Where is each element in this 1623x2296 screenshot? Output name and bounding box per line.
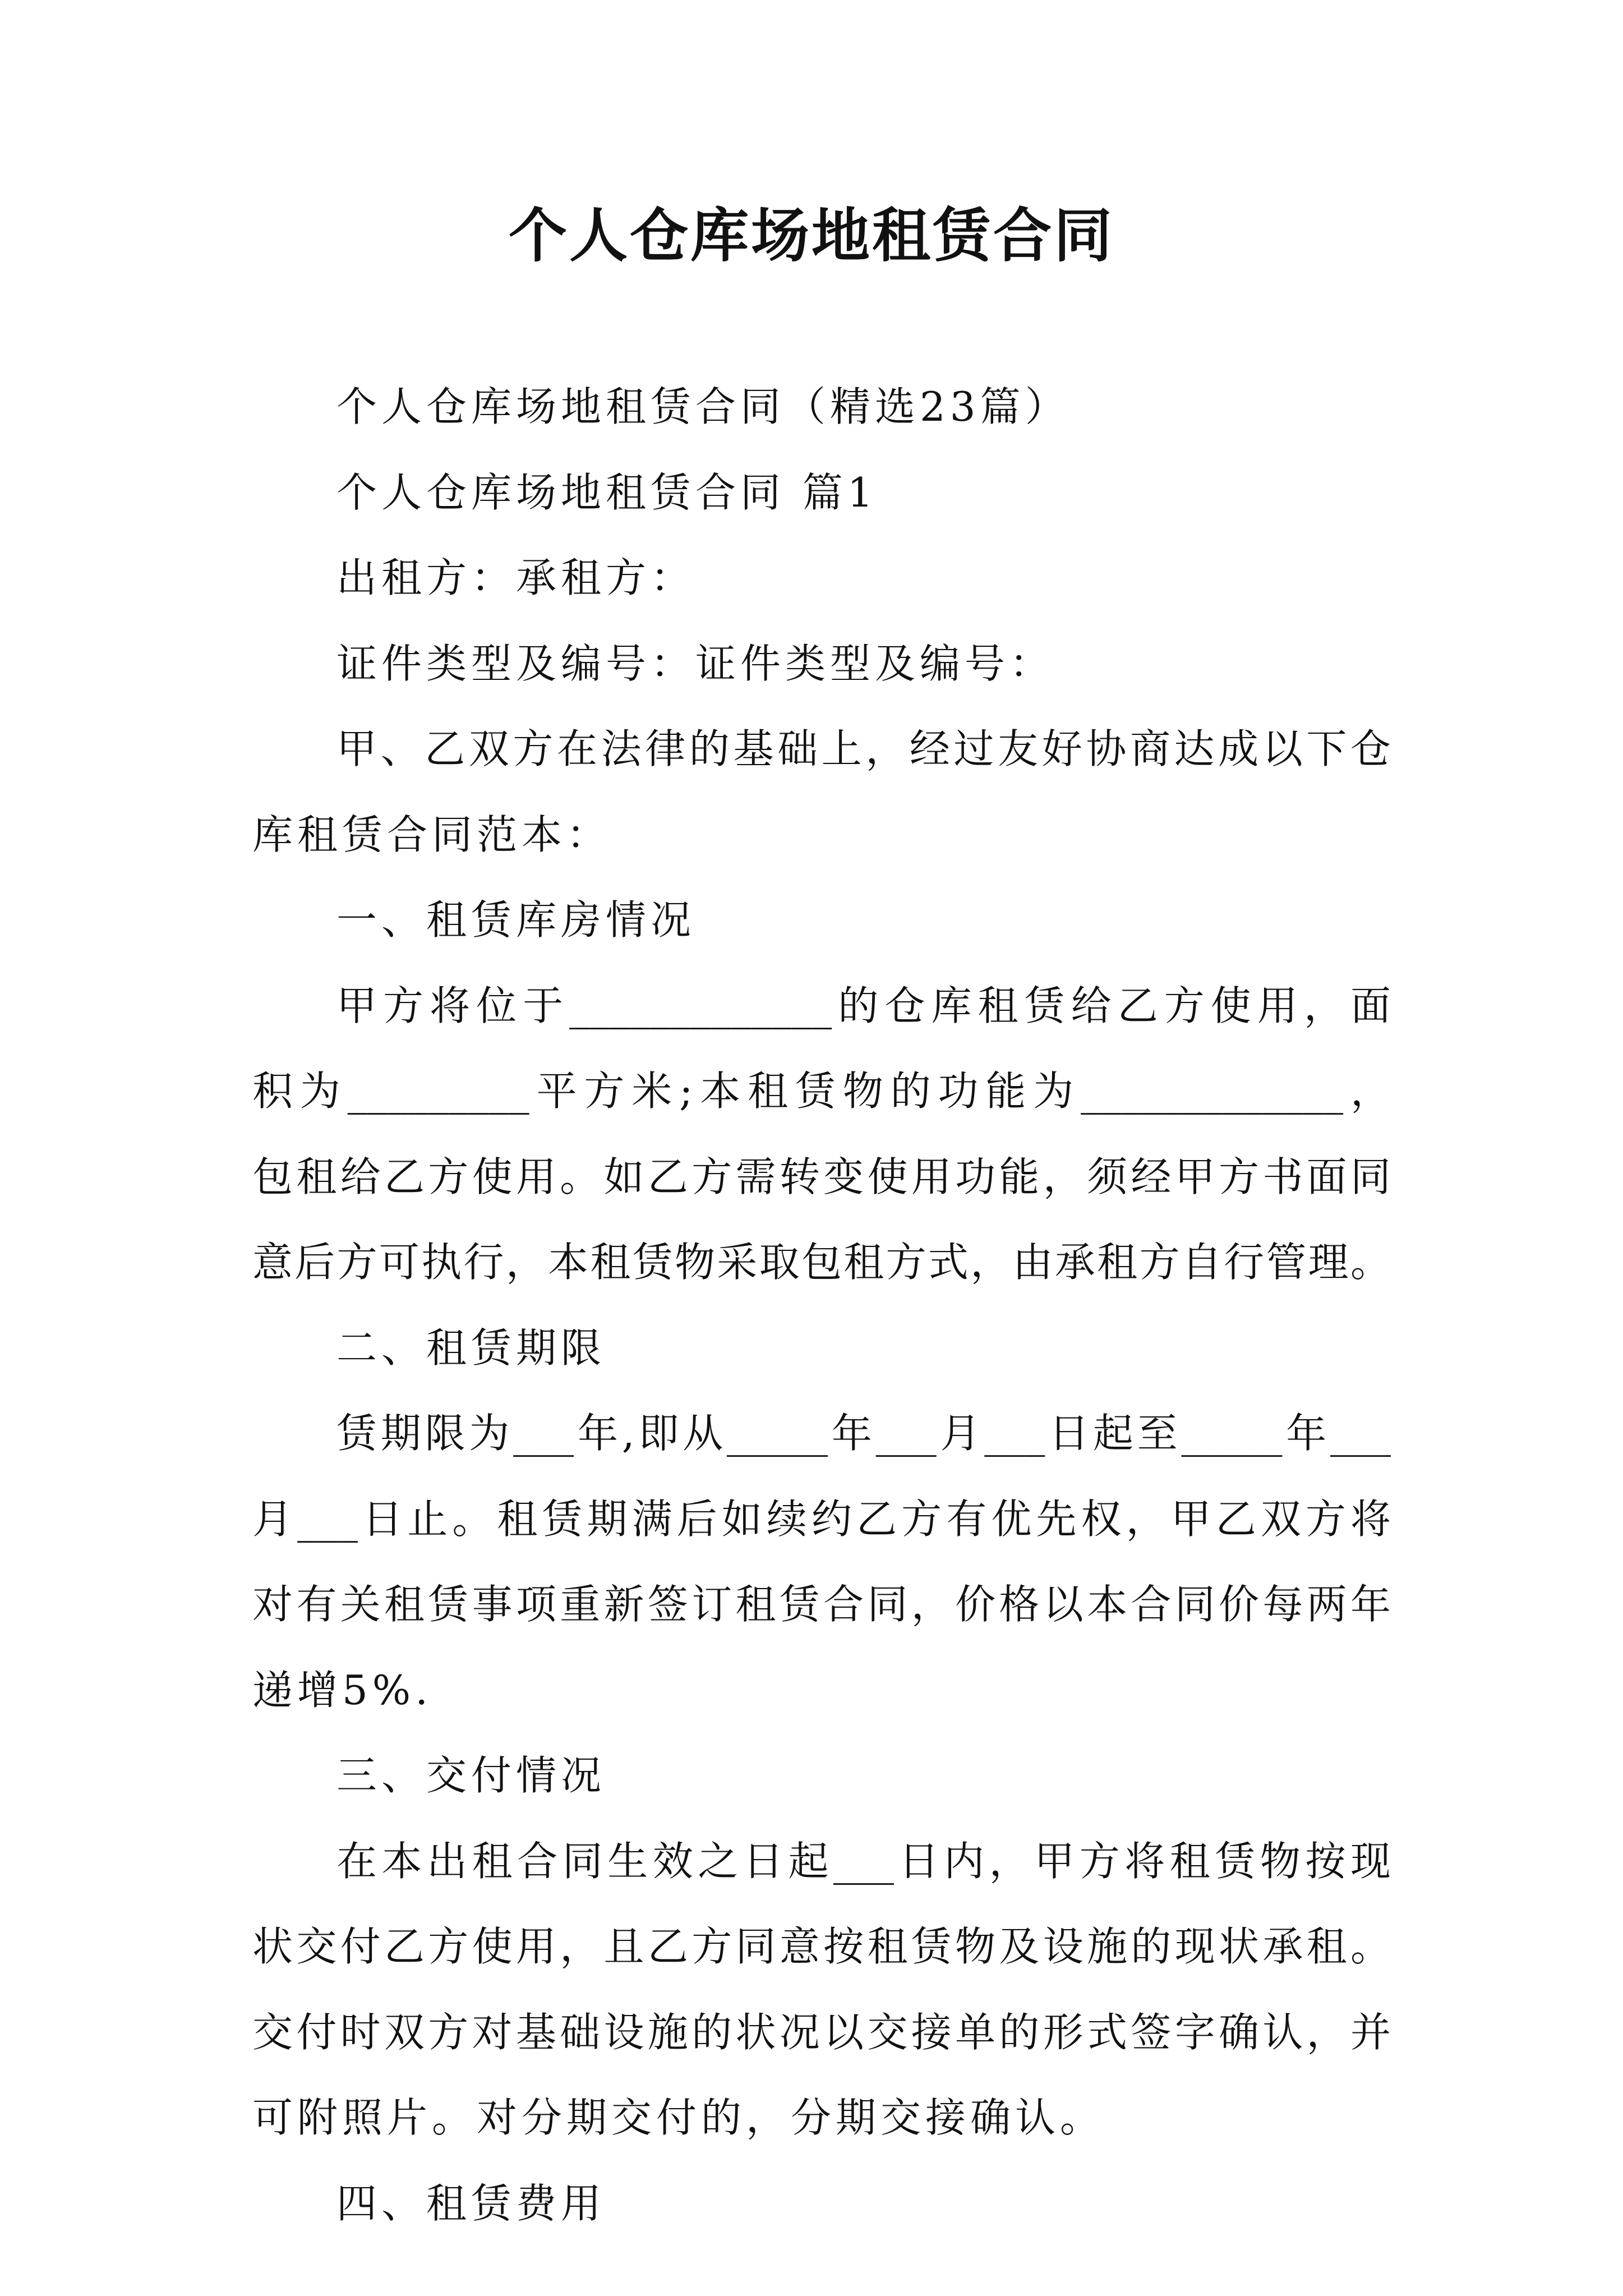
document-line: 交付时双方对基础设施的状况以交接单的形式签字确认，并 — [252, 2008, 1391, 2056]
document-line: 可附照片。对分期交付的，分期交接确认。 — [252, 2094, 1105, 2141]
document-line: 对有关租赁事项重新签订租赁合同，价格以本合同价每两年 — [252, 1581, 1391, 1628]
document-line: 甲、乙双方在法律的基础上，经过友好协商达成以下仓 — [336, 725, 1391, 772]
document-line: 四、租赁费用 — [336, 2179, 606, 2227]
document-line: 出租方：承租方： — [336, 554, 696, 601]
document-line: 包租给乙方使用。如乙方需转变使用功能，须经甲方书面同 — [252, 1153, 1391, 1200]
document-line: 积为_________平方米;本租赁物的功能为_____________， — [252, 1068, 1391, 1115]
document-line: 证件类型及编号：证件类型及编号： — [336, 639, 1055, 687]
document-body — [252, 376, 1391, 2258]
document-line: 个人仓库场地租赁合同 篇1 — [336, 468, 878, 516]
document-line: 在本出租合同生效之日起___日内，甲方将租赁物按现 — [336, 1837, 1391, 1885]
document-line: 赁期限为___年,即从_____年___月___日起至_____年___ — [336, 1410, 1391, 1457]
document-line: 二、租赁期限 — [336, 1324, 606, 1372]
document-line: 状交付乙方使用，且乙方同意按租赁物及设施的现状承租。 — [252, 1923, 1391, 1970]
document-line: 甲方将位于_____________的仓库租赁给乙方使用，面 — [336, 982, 1391, 1029]
document-line: 月___日止。租赁期满后如续约乙方有优先权，甲乙双方将 — [252, 1495, 1391, 1543]
document-line: 一、租赁库房情况 — [336, 896, 696, 944]
document-line: 库租赁合同范本： — [252, 811, 612, 858]
document-line: 递增5%. — [252, 1666, 433, 1714]
document-line: 意后方可执行，本租赁物采取包租方式，由承租方自行管理。 — [252, 1239, 1391, 1286]
document-title: 个人仓库场地租赁合同 — [508, 201, 1114, 270]
document-line: 个人仓库场地租赁合同（精选23篇） — [336, 383, 1070, 430]
document-line: 三、交付情况 — [336, 1752, 606, 1799]
